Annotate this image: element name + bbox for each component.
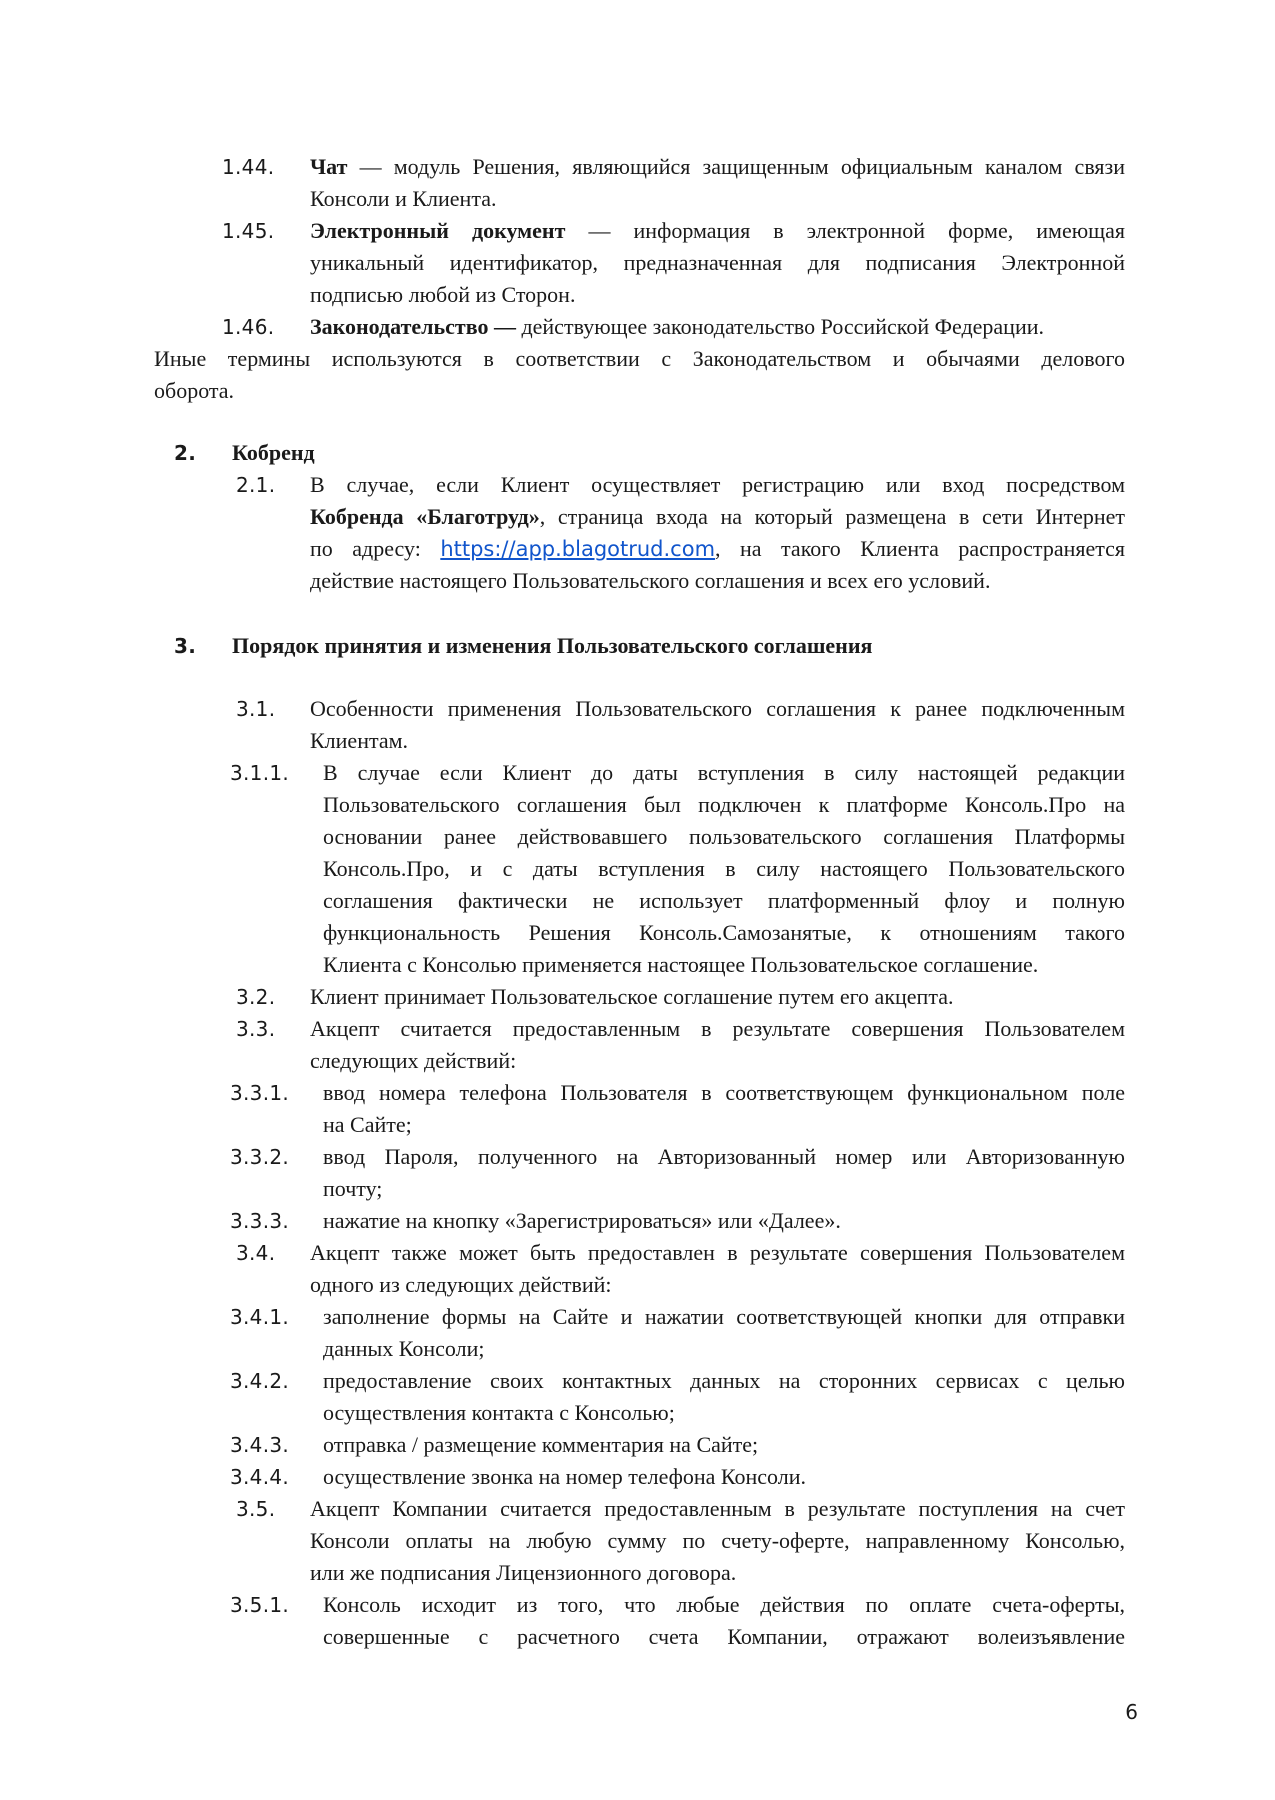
item-text: Акцепт Компании считается предоставленным в результате поступления на счет — [310, 1496, 1125, 1521]
item-text: основании ранее действовавшего пользовательского соглашения Платформы — [323, 824, 1125, 849]
item-number: 1.46. — [222, 315, 275, 339]
term-bold: Кобренда «Благотруд» — [310, 504, 540, 529]
section-title — [232, 630, 872, 662]
section-title-text: Кобренд — [232, 440, 315, 465]
paragraph-text: Иные термины используются в соответствии с Законодательством и обычаями делового — [154, 346, 1125, 371]
item-text-post: , на такого Клиента распространяется — [715, 536, 1126, 561]
section-number: 2. — [174, 441, 197, 465]
item-number: 3.4.3. — [230, 1433, 290, 1457]
item-text: подписью любой из Сторон. — [310, 282, 576, 307]
item-text: Консоли оплаты на любую сумму по счету-оферте, направленному Консолью, — [310, 1528, 1125, 1553]
item-number: 3.3.1. — [230, 1081, 290, 1105]
item-number: 3.4.4. — [230, 1465, 290, 1489]
item-text: заполнение формы на Сайте и нажатии соответствующей кнопки для отправки — [323, 1304, 1125, 1329]
item-number: 3.1. — [236, 697, 276, 721]
item-text: Консоли и Клиента. — [310, 186, 497, 211]
paragraph-text: оборота. — [154, 378, 235, 403]
item-number: 3.5. — [236, 1497, 276, 1521]
item-text-rest: действующее законодательство Российской Федерации. — [515, 314, 1044, 339]
item-text: Консоль.Про, и с даты вступления в силу настоящего Пользовательского — [323, 856, 1125, 881]
item-number: 3.5.1. — [230, 1593, 290, 1617]
item-text: В случае, если Клиент осуществляет регистрацию или вход посредством — [310, 472, 1125, 497]
item-text: соглашения фактически не использует платформенный флоу и полную — [323, 888, 1125, 913]
item-text: на Сайте; — [323, 1112, 412, 1137]
item-text-rest: — информация в электронной форме, имеющая — [565, 218, 1125, 243]
section-number: 3. — [174, 634, 197, 658]
item-number: 3.1.1. — [230, 761, 290, 785]
term-bold: Электронный документ — [310, 218, 566, 243]
item-number: 3.3.3. — [230, 1209, 290, 1233]
item-text: предоставление своих контактных данных на сторонних сервисах с целью — [323, 1368, 1125, 1393]
item-text: В случае если Клиент до даты вступления в силу настоящей редакции — [323, 760, 1125, 785]
item-text: данных Консоли; — [323, 1336, 485, 1361]
item-text: осуществление звонка на номер телефона Консоли. — [323, 1464, 806, 1489]
item-text: Клиента с Консолью применяется настоящее Пользовательское соглашение. — [323, 952, 1039, 977]
section-title-text: Порядок принятия и изменения Пользовательского соглашения — [232, 633, 873, 658]
item-text: отправка / размещение комментария на Сайте; — [323, 1432, 759, 1457]
item-text — [310, 533, 1125, 565]
item-text: Клиент принимает Пользовательское соглашение путем его акцепта. — [310, 984, 954, 1009]
item-text: совершенные с расчетного счета Компании, отражают волеизъявление — [323, 1624, 1125, 1649]
item-text-rest: — модуль Решения, являющийся защищенным официальным каналом связи — [347, 154, 1125, 179]
section-title — [232, 437, 315, 469]
item-number: 3.3. — [236, 1017, 276, 1041]
item-text: Акцепт считается предоставленным в результате совершения Пользователем — [310, 1016, 1125, 1041]
item-text: уникальный идентификатор, предназначенная для подписания Электронной — [310, 250, 1125, 275]
item-text: одного из следующих действий: — [310, 1272, 612, 1297]
item-text: действие настоящего Пользовательского соглашения и всех его условий. — [310, 568, 991, 593]
item-text: следующих действий: — [310, 1048, 517, 1073]
item-number: 3.4.2. — [230, 1369, 290, 1393]
item-text: нажатие на кнопку «Зарегистрироваться» или «Далее». — [323, 1208, 841, 1233]
item-number: 1.45. — [222, 219, 275, 243]
item-text — [310, 151, 1125, 183]
item-text-pre: по адресу: — [310, 536, 441, 561]
item-text: Консоль исходит из того, что любые действия по оплате счета-оферты, — [323, 1592, 1125, 1617]
term-bold: Законодательство — — [310, 314, 516, 339]
item-text: функциональность Решения Консоль.Самозанятые, к отношениям такого — [323, 920, 1125, 945]
item-text: Акцепт также может быть предоставлен в результате совершения Пользователем — [310, 1240, 1125, 1265]
item-text — [310, 215, 1125, 247]
item-number: 3.3.2. — [230, 1145, 290, 1169]
item-text: ввод Пароля, полученного на Авторизованный номер или Авторизованную — [323, 1144, 1125, 1169]
item-text: осуществления контакта с Консолью; — [323, 1400, 675, 1425]
page-number: 6 — [1125, 1700, 1138, 1724]
item-text-rest: , страница входа на который размещена в сети Интернет — [539, 504, 1125, 529]
item-text — [310, 311, 1044, 343]
blagotrud-link[interactable]: https://app.blagotrud.com — [440, 537, 716, 561]
item-text: ввод номера телефона Пользователя в соответствующем функциональном поле — [323, 1080, 1125, 1105]
item-number: 2.1. — [236, 473, 276, 497]
item-text: Клиентам. — [310, 728, 409, 753]
item-number: 1.44. — [222, 155, 275, 179]
item-number: 3.2. — [236, 985, 276, 1009]
item-text — [310, 501, 1125, 533]
item-text: почту; — [323, 1176, 383, 1201]
item-text: Особенности применения Пользовательского соглашения к ранее подключенным — [310, 696, 1125, 721]
item-text: Пользовательского соглашения был подключен к платформе Консоль.Про на — [323, 792, 1125, 817]
item-number: 3.4. — [236, 1241, 276, 1265]
item-text: или же подписания Лицензионного договора. — [310, 1560, 737, 1585]
item-number: 3.4.1. — [230, 1305, 290, 1329]
term-bold: Чат — [310, 154, 348, 179]
